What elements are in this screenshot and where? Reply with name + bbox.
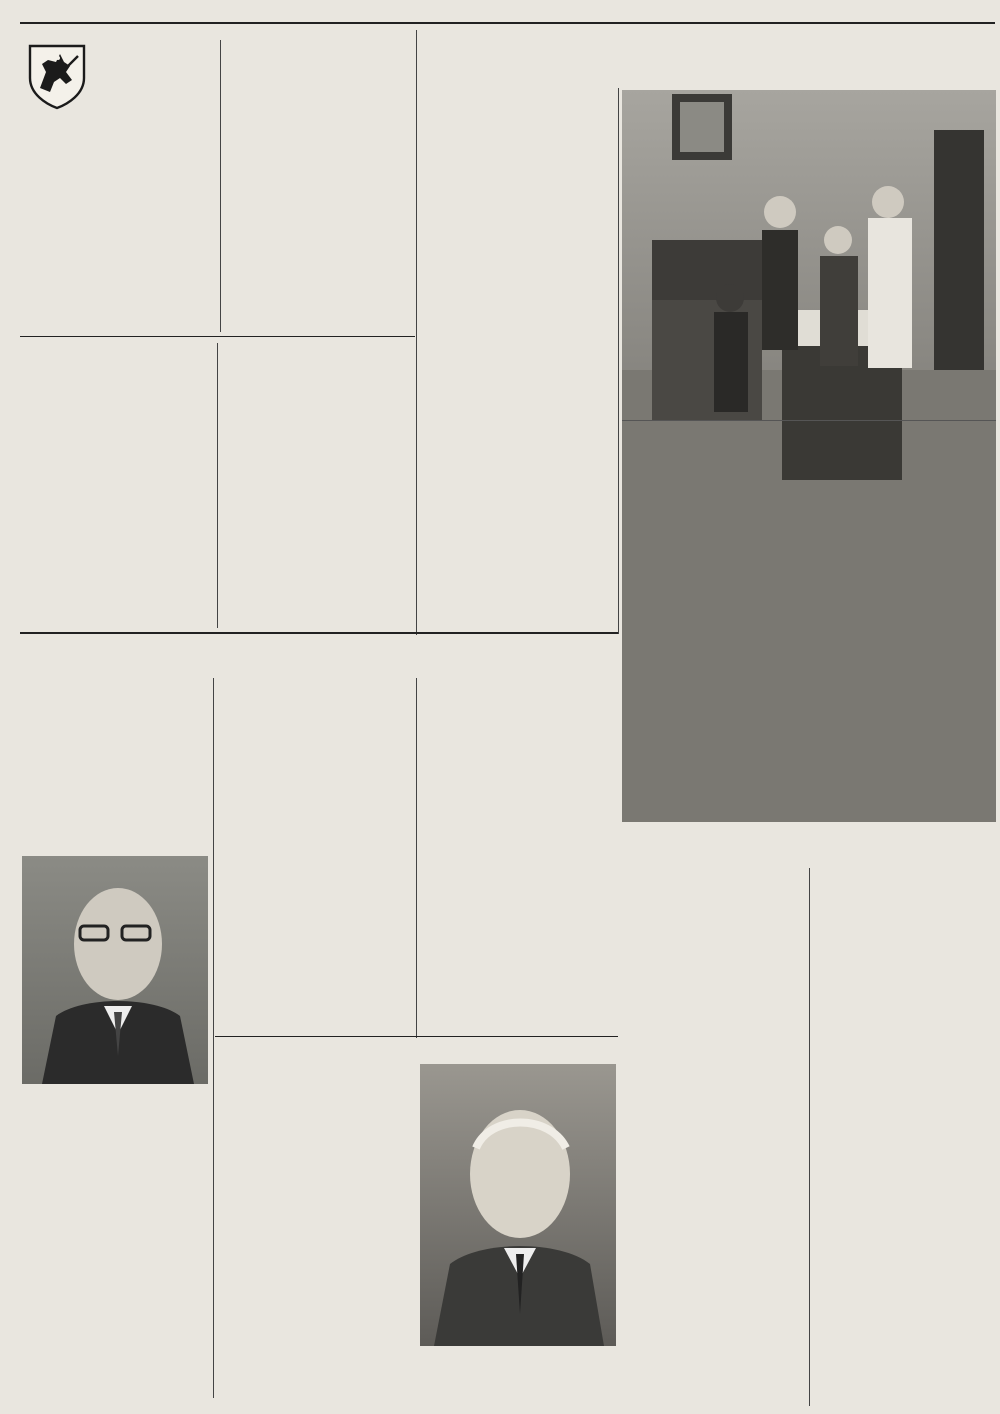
column-divider <box>220 40 221 332</box>
theater-text-col3 <box>813 868 995 1370</box>
kavalier-text-col2 <box>223 40 413 322</box>
sickenberger-portrait-photo <box>420 1064 616 1346</box>
column-divider <box>217 343 218 628</box>
rehearsal-scene-icon <box>622 90 996 822</box>
section-rule <box>20 336 415 337</box>
maximilianeum-text-col1 <box>22 678 210 852</box>
column-divider <box>416 30 417 635</box>
fernseh-text <box>22 358 212 492</box>
sickenberger-text <box>217 1063 413 1407</box>
lerch-portrait-photo <box>22 856 208 1084</box>
section-rule <box>215 1036 618 1037</box>
sickenberger-text-tail <box>420 1350 616 1408</box>
rehearsal-room-photo <box>622 90 996 822</box>
section-rule <box>20 632 618 634</box>
top-rule <box>20 22 995 24</box>
theater-text-col1 <box>420 88 616 626</box>
person-portrait-icon <box>22 856 208 1084</box>
column-divider <box>416 678 417 1038</box>
maximilianeum-text-col3 <box>22 1104 210 1406</box>
blau-text-col2 <box>222 343 412 505</box>
blau-text <box>22 508 212 626</box>
passau-wolf-crest-icon <box>26 42 88 110</box>
column-divider <box>809 868 810 1406</box>
theater-photo-caption <box>622 828 994 866</box>
maximilianeum-text-col2 <box>217 678 413 1024</box>
theater-text-col2 <box>622 868 806 1370</box>
person-portrait-icon <box>420 1064 616 1346</box>
fasching-text <box>420 692 616 1022</box>
familien-text <box>222 592 412 624</box>
column-divider <box>618 88 619 634</box>
glucks-text <box>222 527 412 589</box>
masthead-logo <box>26 34 214 144</box>
column-divider <box>213 678 214 1398</box>
kavalier-text <box>20 168 217 330</box>
